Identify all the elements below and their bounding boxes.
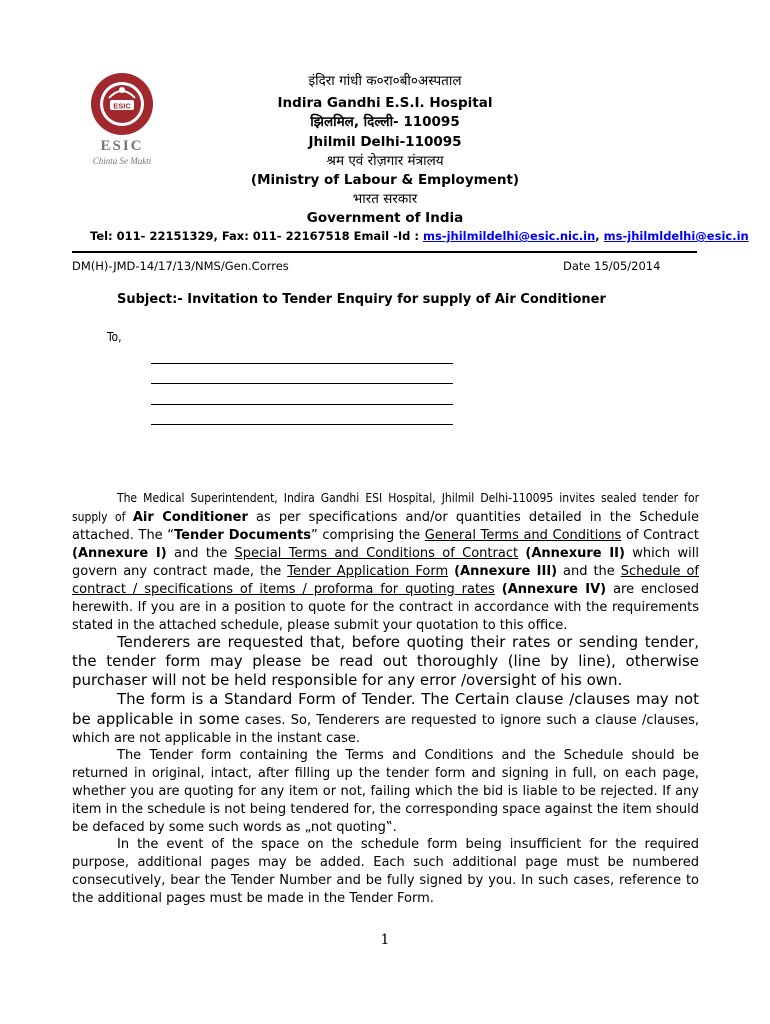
email-link-1[interactable]: ms-jhilmildelhi@esic.nic.in bbox=[422, 229, 596, 243]
page-number: 1 bbox=[380, 932, 390, 948]
p3-text-b: cases. So, Tenderers are requested to ignore such a clause /clauses, which are not applicable in the instant case. bbox=[72, 713, 699, 746]
address-blank-line bbox=[151, 404, 453, 405]
p1-text-c: as per specifications and/or quantities detailed in the Schedule attached. The “ bbox=[72, 510, 699, 543]
p1-item: Air Conditioner bbox=[132, 510, 248, 525]
letter-date: Date 15/05/2014 bbox=[563, 259, 661, 273]
p1-text-g: of Contract bbox=[621, 528, 699, 543]
p3-text-a: The form is a Standard Form of Tender. The Certain clause /clauses may not be applicable in some bbox=[72, 690, 699, 728]
address-blank-line bbox=[151, 363, 453, 364]
p1-application-form: Tender Application Form bbox=[287, 564, 449, 579]
p1-text-m: which will govern any contract made, the bbox=[72, 546, 699, 579]
paragraph-additional-pages: In the event of the space on the schedule form being insufficient for the required purpose, additional pages may be added. Each such additional page must be numbered consecutively, bear the Tender Number and be fully signed by you. In such cases, reference to the additional pages must be made in the Tender Form. bbox=[72, 837, 699, 906]
svg-text:ESIC: ESIC bbox=[113, 101, 131, 111]
logo-text: ESIC bbox=[100, 138, 144, 154]
p1-annexure-2: (Annexure II) bbox=[525, 546, 625, 561]
email-link-2[interactable]: ms-jhilmldelhi@esic.in bbox=[603, 229, 749, 243]
p1-tender-documents: Tender Documents bbox=[174, 528, 312, 543]
paragraph-read-thoroughly: Tenderers are requested that, before quoting their rates or sending tender, the tender form may please be read out thoroughly (line by line), otherwise purchaser will not be held responsible for any error /oversight of his own. bbox=[72, 633, 699, 689]
header-divider bbox=[72, 251, 697, 253]
hospital-name-hindi: इंदिरा गांधी क०रा०बी०अस्पताल bbox=[308, 73, 462, 89]
p1-text-e: ” comprising the bbox=[311, 528, 425, 543]
p1-special-terms: Special Terms and Conditions of Contract bbox=[234, 546, 519, 561]
logo-tagline: Chinta Se Mukti bbox=[92, 156, 152, 166]
address-hindi: झिलमिल, दिल्ली- 110095 bbox=[310, 114, 460, 130]
p1-annexure-3: (Annexure III) bbox=[454, 564, 558, 579]
address-blank-line bbox=[151, 383, 453, 384]
contact-line bbox=[90, 229, 749, 243]
government-hindi: भारत सरकार bbox=[352, 191, 418, 207]
ministry: (Ministry of Labour & Employment) bbox=[250, 172, 520, 188]
address: Jhilmil Delhi-110095 bbox=[308, 134, 462, 150]
p1-text-a: The Medical Superintendent, Indira Gandhi ESI Hospital, Jhilmil Delhi-110095 invites sealed tender for supply of bbox=[72, 491, 699, 524]
reference-number: DM(H)-JMD-14/17/13/NMS/Gen.Corres bbox=[72, 259, 289, 273]
p1-annexure-4: (Annexure IV) bbox=[501, 582, 607, 597]
paragraph-invitation bbox=[72, 489, 699, 635]
contact-separator: , bbox=[595, 229, 604, 243]
paragraph-return-form: The Tender form containing the Terms and Conditions and the Schedule should be returned in original, intact, after filling up the tender form and signing in full, on each page, whether you are quoting for any item or not, failing which the bid is liable to be rejected. If any item in the schedule is not being tendered for, the corresponding space against the item should be defaced by some such words as „not quoting‟. bbox=[72, 748, 699, 835]
address-blank-line bbox=[151, 424, 453, 425]
p1-text-s bbox=[495, 582, 502, 597]
to-label: To, bbox=[107, 330, 122, 344]
contact-prefix: Tel: 011- 22151329, Fax: 011- 22167518 Email -Id : bbox=[90, 229, 423, 243]
p1-text-i: and the bbox=[166, 546, 235, 561]
p1-schedule: Schedule of contract / specifications of items / proforma for quoting rates bbox=[72, 564, 699, 597]
subject-line: Subject:- Invitation to Tender Enquiry for supply of Air Conditioner bbox=[117, 292, 606, 307]
p1-general-terms: General Terms and Conditions bbox=[424, 528, 622, 543]
paragraph-standard-form bbox=[72, 690, 699, 748]
p1-text-q: and the bbox=[557, 564, 621, 579]
government: Government of India bbox=[306, 210, 464, 226]
ministry-hindi: श्रम एवं रोज़गार मंत्रालय bbox=[326, 153, 444, 169]
p1-text-u: are enclosed herewith. If you are in a position to quote for the contract in accordance with the requirements stated in the attached schedule, please submit your quotation to this office. bbox=[72, 582, 700, 633]
hospital-name: Indira Gandhi E.S.I. Hospital bbox=[277, 95, 493, 111]
p1-annexure-1: (Annexure I) bbox=[72, 546, 167, 561]
